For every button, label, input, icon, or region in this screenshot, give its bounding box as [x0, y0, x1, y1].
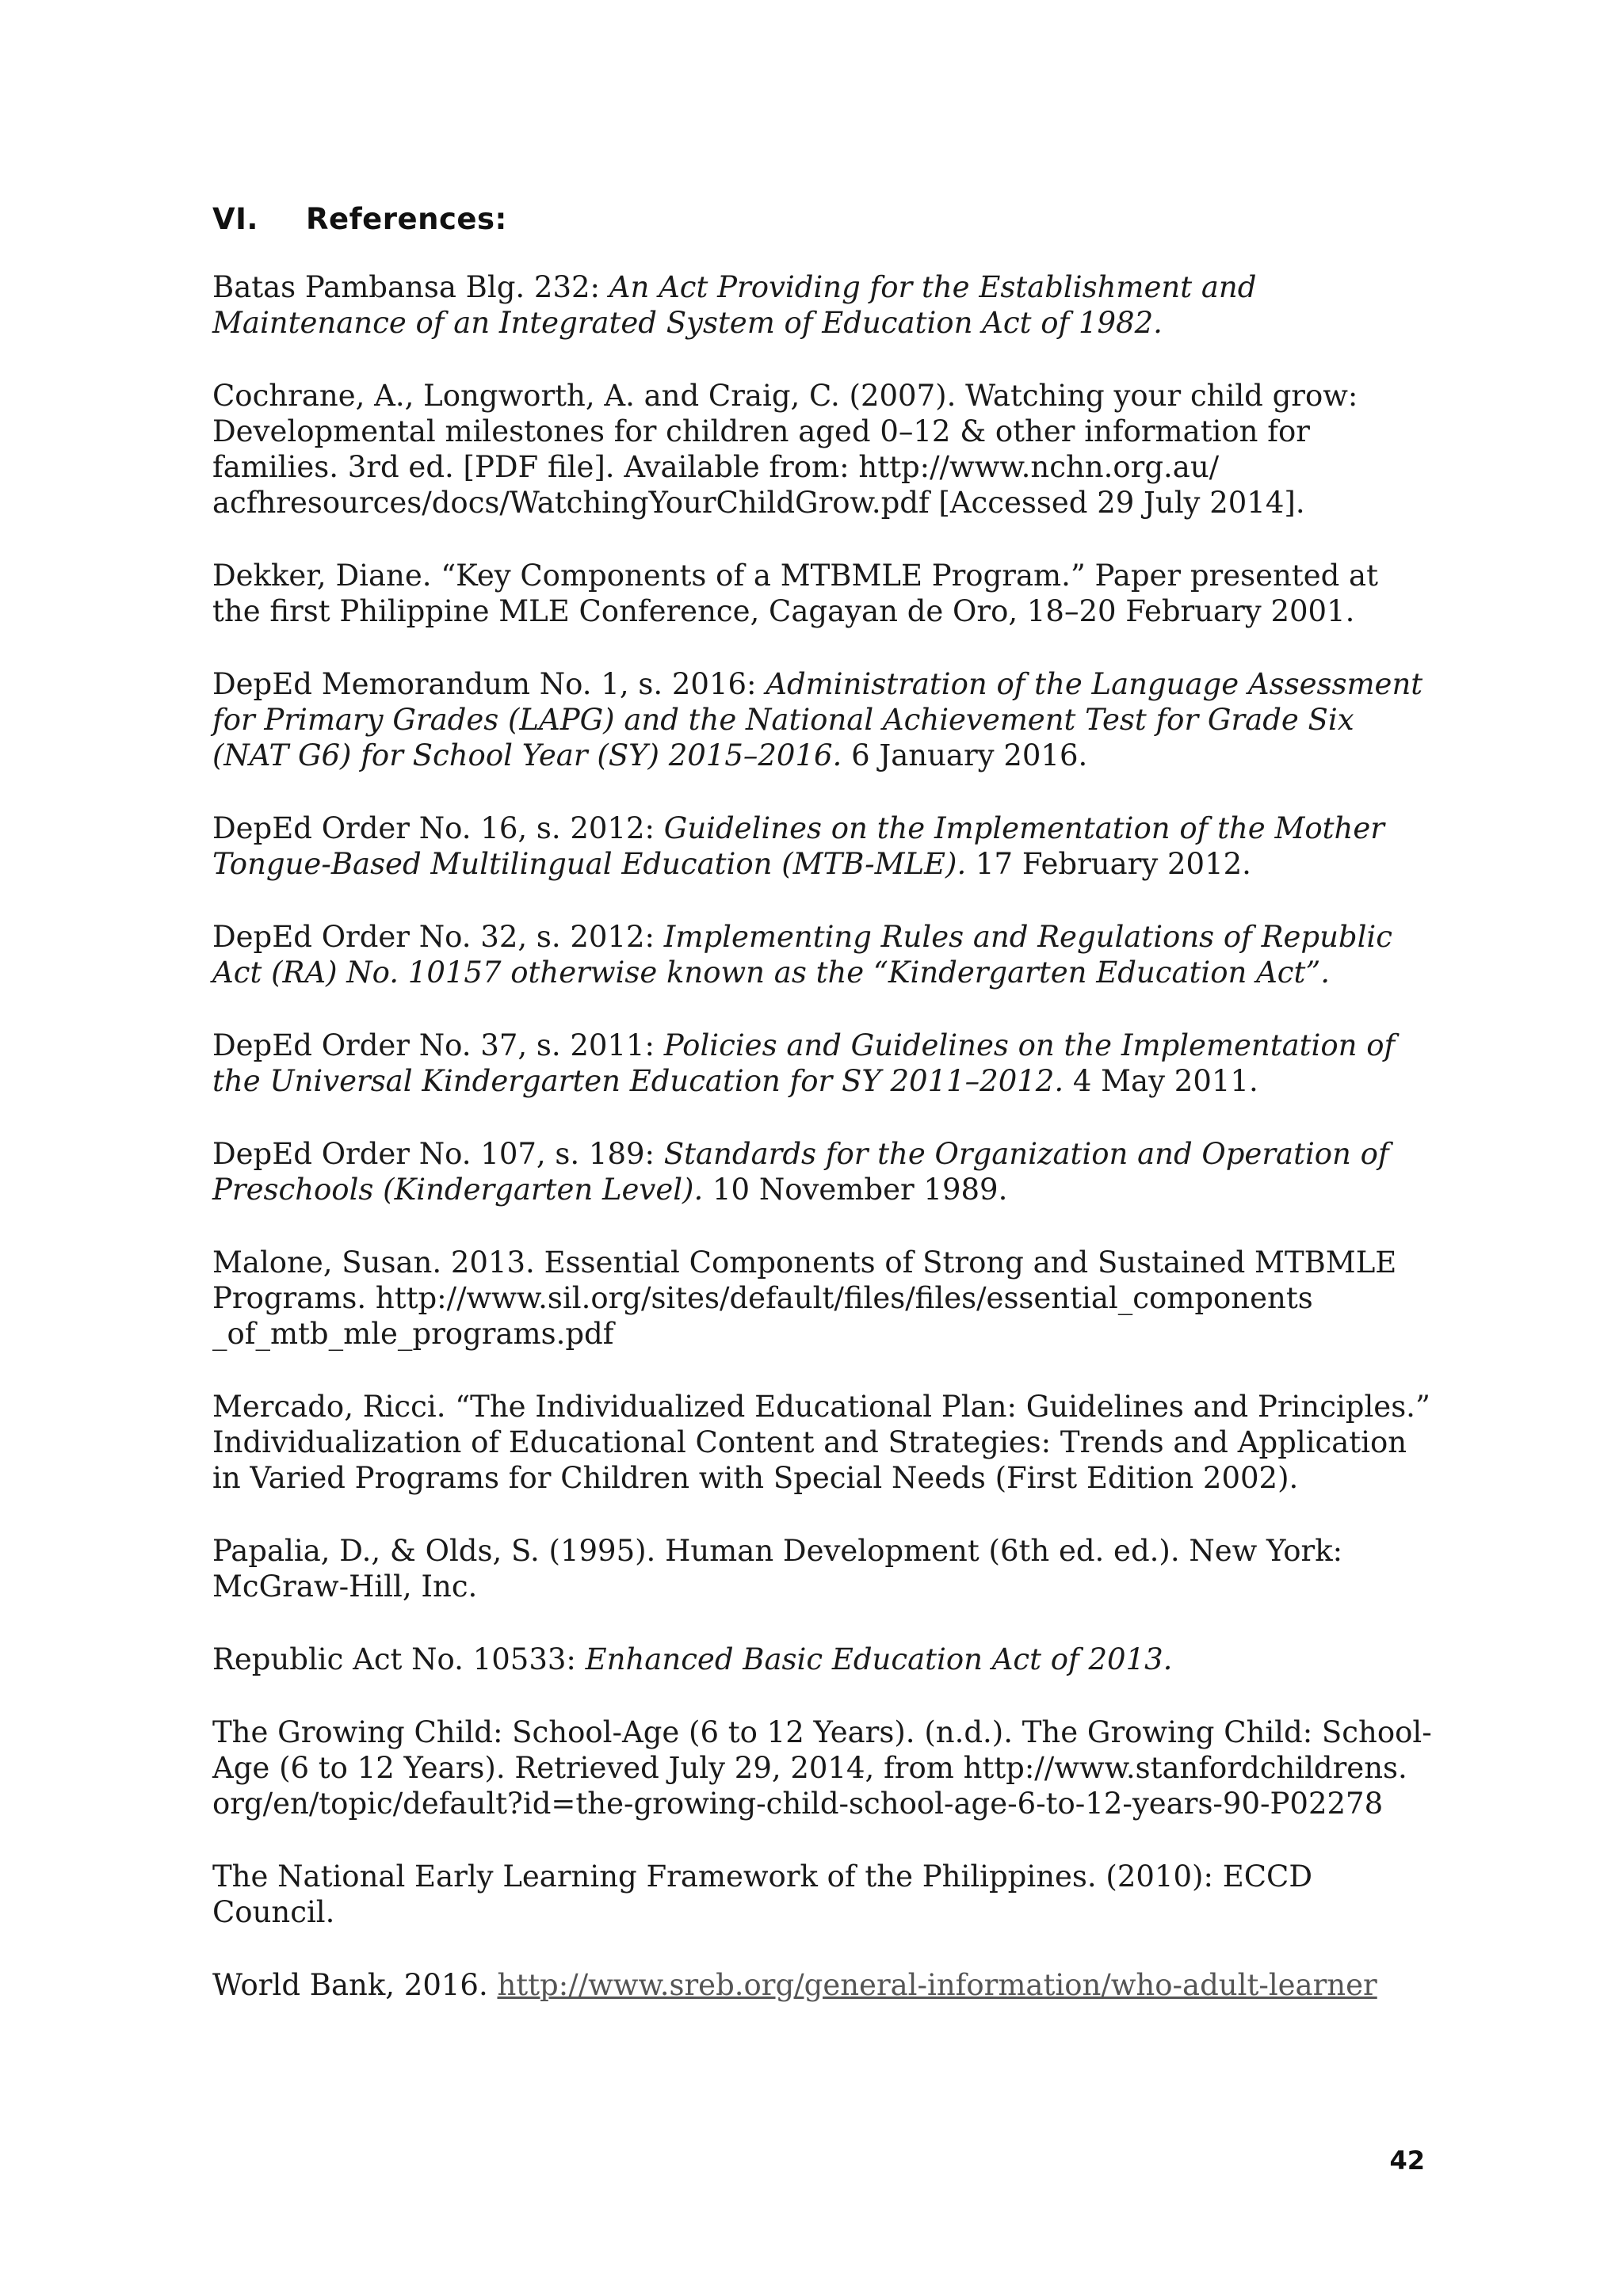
reference-title: Implementing Rules and Regulations of Republic Act (RA) No. 10157 otherwise known as the “Kindergarten Education Act”.	[212, 920, 1392, 990]
reference-lead: DepEd Order No. 37, s. 2011:	[212, 1028, 664, 1062]
reference-item	[212, 1859, 1433, 1930]
page-number: 42	[1389, 2145, 1425, 2176]
reference-title: Standards for the Organization and Operation of Preschools (Kindergarten Level).	[212, 1137, 1389, 1207]
reference-tail: 4 May 2011.	[1064, 1064, 1258, 1098]
reference-link[interactable]: http://www.sreb.org/general-information/who-adult-learner	[497, 1968, 1377, 2002]
reference-item	[212, 378, 1433, 521]
reference-item	[212, 1714, 1433, 1821]
reference-lead: Batas Pambansa Blg. 232:	[212, 270, 609, 304]
reference-item	[212, 1642, 1433, 1677]
reference-item	[212, 919, 1433, 990]
reference-lead: The Growing Child: School-Age (6 to 12 Years). (n.d.). The Growing Child: School-Age (6 to 12 Years). Retrieved July 29, 2014, from http://www.stanfordchildrens. org/en/topic/default?id=the-growing-child-school-age-6-to-12-years-90-P02278	[212, 1715, 1432, 1821]
reference-lead: Mercado, Ricci. “The Individualized Educational Plan: Guidelines and Principles.” Individualization of Educational Content and Strategies: Trends and Application in Varied Programs for Children with Special Needs (First Edition 2002).	[212, 1390, 1430, 1495]
reference-title: Policies and Guidelines on the Implementation of the Universal Kindergarten Education for SY 2011–2012.	[212, 1028, 1396, 1098]
reference-lead: DepEd Order No. 16, s. 2012:	[212, 811, 664, 845]
reference-item	[212, 1245, 1433, 1352]
section-number: VI.	[212, 202, 258, 236]
reference-lead: The National Early Learning Framework of the Philippines. (2010): ECCD Council.	[212, 1859, 1312, 1929]
reference-item	[212, 1389, 1433, 1496]
reference-lead: DepEd Order No. 107, s. 189:	[212, 1137, 664, 1171]
reference-item	[212, 558, 1433, 629]
reference-item	[212, 810, 1433, 882]
reference-item	[212, 1533, 1433, 1604]
reference-item	[212, 269, 1433, 341]
reference-lead: DepEd Order No. 32, s. 2012:	[212, 920, 664, 954]
reference-tail: 6 January 2016.	[842, 738, 1088, 772]
reference-title: Guidelines on the Implementation of the Mother Tongue-Based Multilingual Education (MTB-MLE).	[212, 811, 1384, 881]
reference-lead: Malone, Susan. 2013. Essential Components of Strong and Sustained MTBMLE Programs. http://www.sil.org/sites/default/files/files/essential_components _of_mtb_mle_programs.pdf	[212, 1245, 1397, 1351]
reference-item	[212, 1967, 1433, 2003]
reference-title: Administration of the Language Assessment for Primary Grades (LAPG) and the National Achievement Test for Grade Six (NAT G6) for School Year (SY) 2015–2016.	[212, 667, 1423, 772]
section-heading	[212, 202, 507, 236]
reference-lead: Dekker, Diane. “Key Components of a MTBMLE Program.” Paper presented at the first Philippine MLE Conference, Cagayan de Oro, 18–20 February 2001.	[212, 559, 1378, 628]
reference-item	[212, 1028, 1433, 1099]
reference-title: Enhanced Basic Education Act of 2013.	[585, 1642, 1173, 1676]
section-title: References:	[306, 202, 507, 236]
reference-tail: 17 February 2012.	[966, 847, 1251, 881]
reference-item	[212, 1136, 1433, 1207]
reference-list	[212, 269, 1433, 2040]
reference-lead: DepEd Memorandum No. 1, s. 2016:	[212, 667, 766, 701]
reference-title: An Act Providing for the Establishment and Maintenance of an Integrated System of Education Act of 1982.	[212, 270, 1257, 340]
reference-tail: 10 November 1989.	[703, 1173, 1008, 1207]
reference-item	[212, 666, 1433, 773]
reference-lead: Cochrane, A., Longworth, A. and Craig, C. (2007). Watching your child grow: Developmental milestones for children aged 0–12 & other information for families. 3rd ed. [PDF file]. Available from: http://www.nchn.org.au/ acfhresources/docs/WatchingYourChildGrow.pdf [Accessed 29 July 2014].	[212, 379, 1358, 520]
reference-lead: Papalia, D., & Olds, S. (1995). Human Development (6th ed. ed.). New York: McGraw-Hill, Inc.	[212, 1534, 1343, 1604]
reference-lead: World Bank, 2016.	[212, 1968, 498, 2002]
reference-lead: Republic Act No. 10533:	[212, 1642, 586, 1676]
